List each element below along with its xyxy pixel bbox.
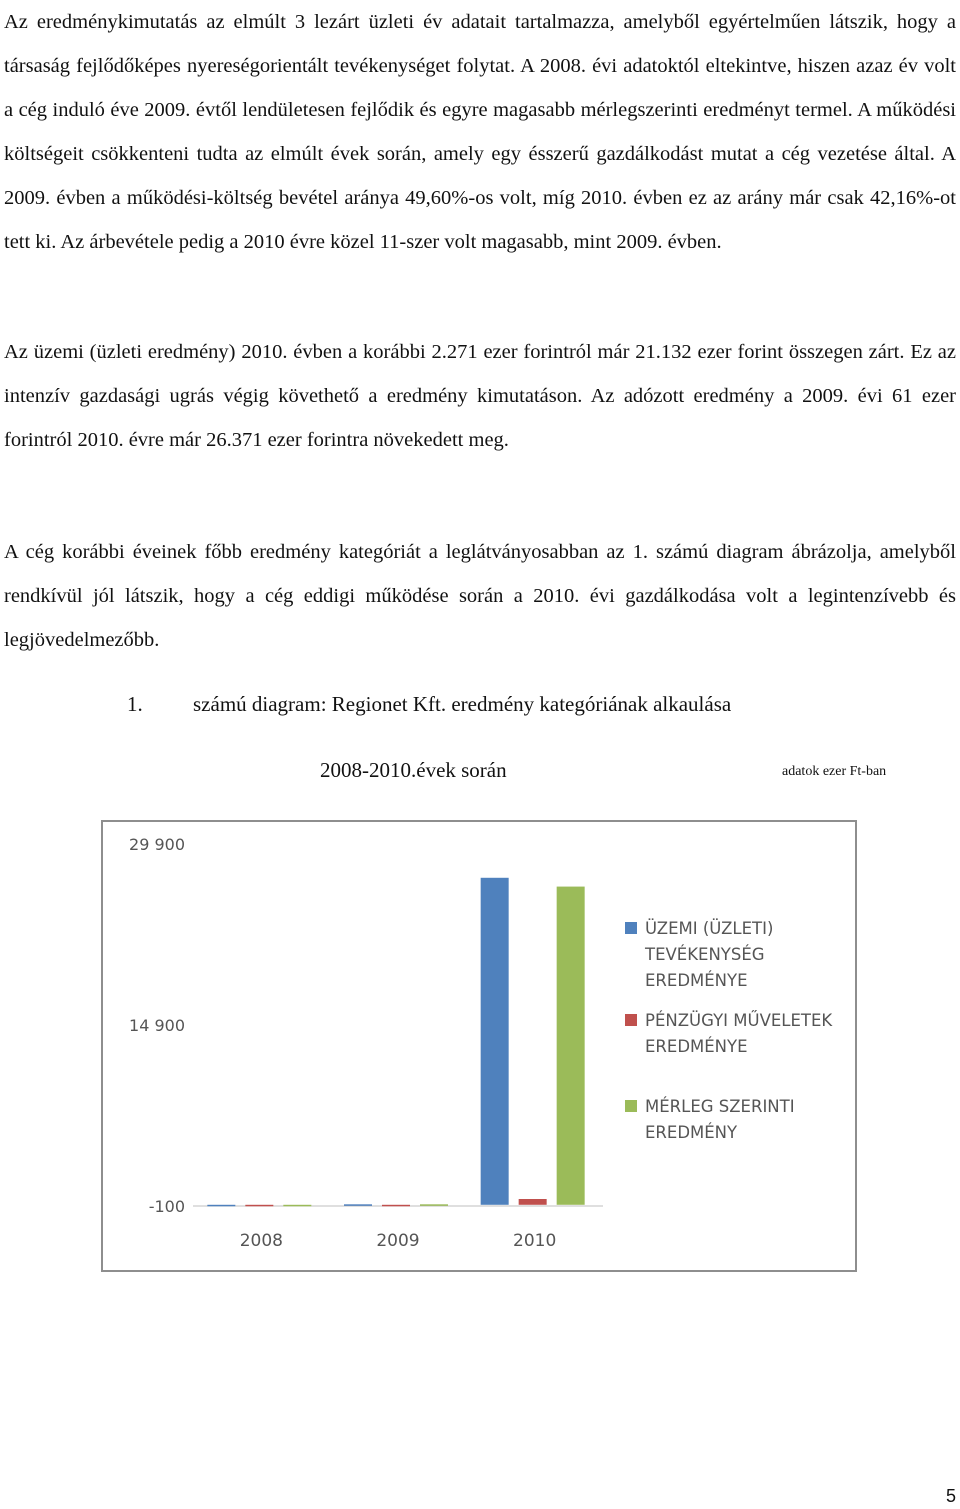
legend-label: TEVÉKENYSÉG	[645, 945, 765, 964]
x-tick-label: 2008	[239, 1231, 283, 1251]
legend-label: EREDMÉNYE	[645, 1037, 748, 1056]
y-tick-label: 29 900	[129, 835, 185, 854]
bar-1-2010	[481, 878, 509, 1205]
bar-3-2009	[420, 1204, 448, 1206]
chart-frame	[101, 820, 857, 1272]
legend-swatch-1	[625, 922, 637, 934]
legend-label: PÉNZÜGYI MŰVELETEK	[645, 1011, 833, 1030]
page-number: 5	[945, 1486, 956, 1506]
figure-number: 1.	[127, 692, 143, 716]
x-tick-label: 2010	[513, 1231, 557, 1251]
figure-subtitle: 2008-2010.évek során	[320, 758, 507, 782]
legend-label: MÉRLEG SZERINTI	[645, 1097, 795, 1116]
y-tick-label: 14 900	[129, 1016, 185, 1035]
x-tick-label: 2009	[376, 1231, 420, 1251]
bar-1-2008	[207, 1205, 235, 1207]
legend-label: EREDMÉNYE	[645, 971, 748, 990]
bar-2-2010	[519, 1199, 547, 1205]
y-tick-label: -100	[148, 1197, 185, 1216]
bar-3-2008	[283, 1205, 311, 1207]
legend-label: EREDMÉNY	[645, 1123, 738, 1142]
figure-title-text: számú diagram: Regionet Kft. eredmény kategóriának alkaulása	[193, 692, 732, 716]
legend-swatch-2	[625, 1014, 637, 1026]
paragraph-diagram-reference: A cég korábbi éveinek főbb eredmény kategóriát a leglátványosabban az 1. számú diagram ábrázolja, amelyből rendkívül jól látszik, hogy a cég eddigi működése során a 2010. évi gazdálkodása volt a legintenzívebb és legjövedelmezőbb.	[4, 541, 956, 651]
legend-swatch-3	[625, 1100, 637, 1112]
bar-1-2009	[344, 1204, 372, 1206]
paragraph-intro: Az eredménykimutatás az elmúlt 3 lezárt üzleti év adatait tartalmazza, amelyből egyértelműen látszik, hogy a társaság fejlődőképes nyereségorientált tevékenységet folytat. A 2008. évi adatoktól eltekintve, hiszen azaz év volt a cég induló éve 2009. évtől lendületesen fejlődik és egyre magasabb mérlegszerinti eredményt termel. A működési költségeit csökkenteni tudta az elmúlt évek során, amely egy ésszerű gazdálkodást mutat a cég vezetése által. A 2009. évben a működési-költség bevétel aránya 49,60%-os volt, míg 2010. évben ez az arány már csak 42,16%-ot tett ki. Az árbevétele pedig a 2010 évre közel 11-szer volt magasabb, mint 2009. évben.	[4, 11, 956, 253]
legend-label: ÜZEMI (ÜZLETI)	[645, 919, 774, 938]
bar-2-2008	[245, 1205, 273, 1207]
paragraph-operating-result: Az üzemi (üzleti eredmény) 2010. évben a korábbi 2.271 ezer forintról már 21.132 ezer forint összegen zárt. Ez az intenzív gazdasági ugrás végig követhető a eredmény kimutatáson. Az adózott eredmény a 2009. évi 61 ezer forintról 2010. évre már 26.371 ezer forintra növekedett meg.	[4, 341, 956, 451]
bar-3-2010	[557, 887, 585, 1205]
bar-2-2009	[382, 1205, 410, 1207]
bar-chart	[103, 822, 855, 1270]
figure-unit-note: adatok ezer Ft-ban	[782, 764, 887, 779]
